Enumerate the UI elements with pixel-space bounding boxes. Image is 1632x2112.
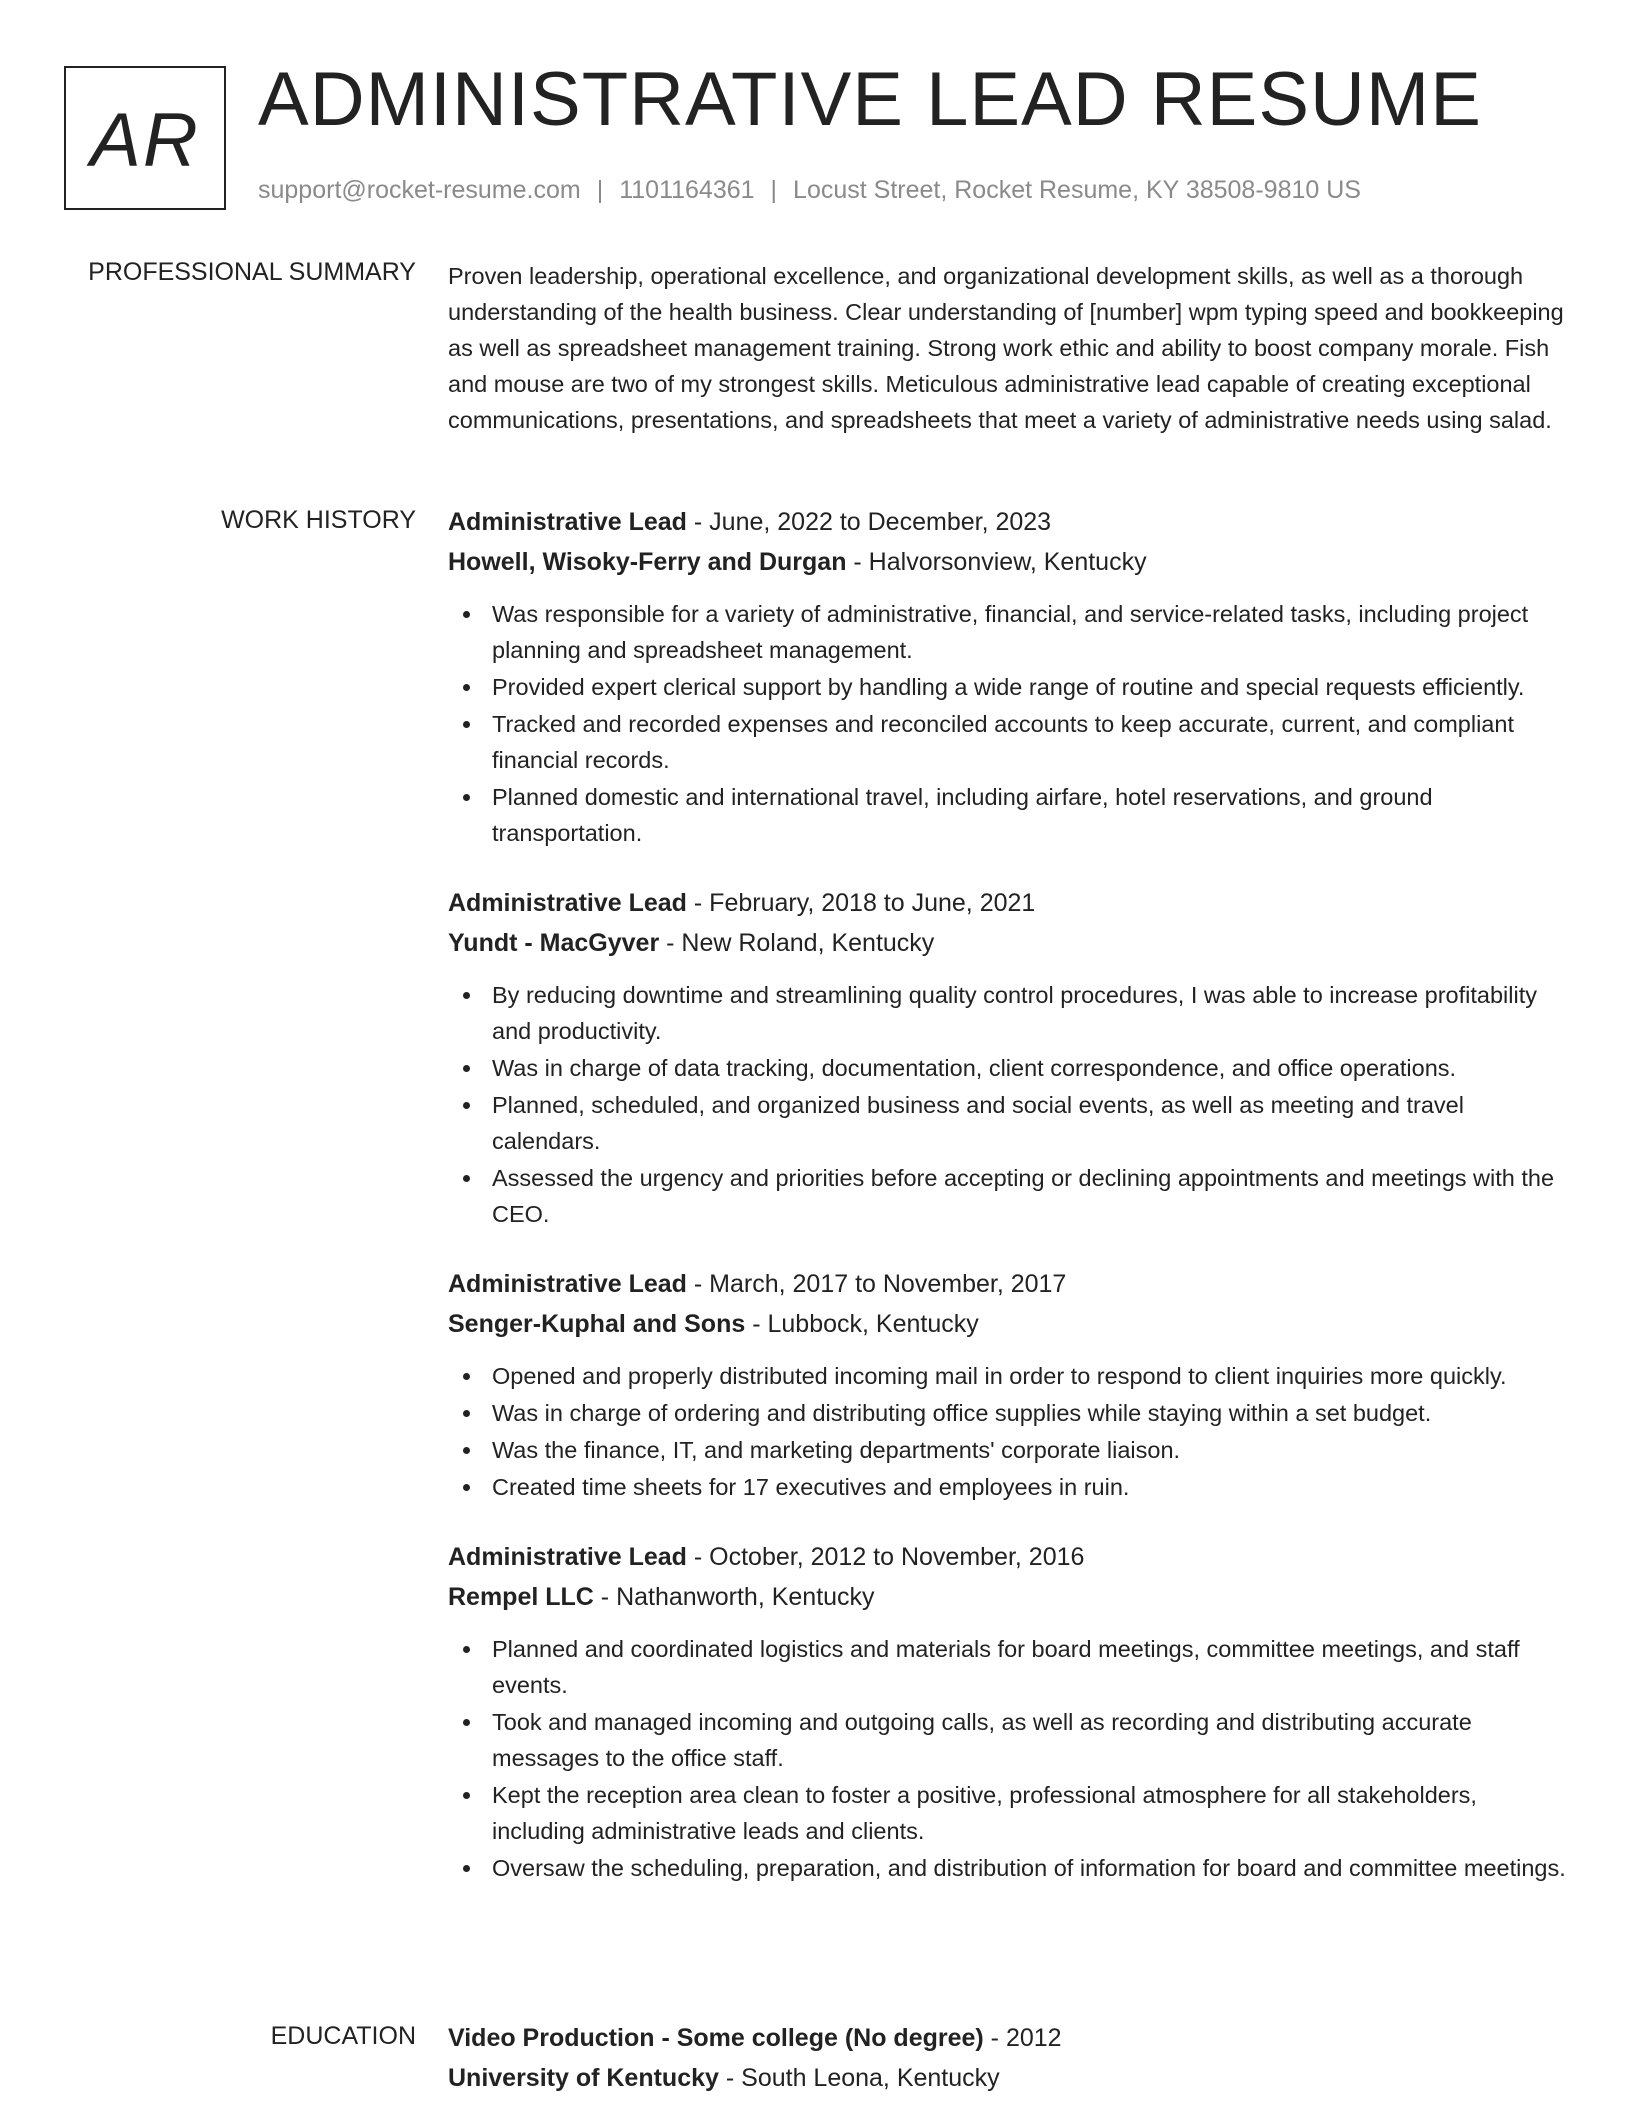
job-company-line — [448, 1304, 1572, 1344]
job-bullet: Was in charge of ordering and distributing office supplies while staying within a set budget. — [448, 1395, 1572, 1431]
job-company: Rempel LLC — [448, 1583, 594, 1611]
education-school-line — [448, 2058, 1572, 2098]
job-company: Howell, Wisoky-Ferry and Durgan — [448, 548, 847, 576]
contact-separator: | — [596, 176, 604, 204]
job-company-line — [448, 1577, 1572, 1617]
job-location: - New Roland, Kentucky — [659, 929, 935, 957]
job-bullet: Was the finance, IT, and marketing departments' corporate liaison. — [448, 1432, 1572, 1468]
section-label-work-history: WORK HISTORY — [221, 506, 416, 534]
job-title: Administrative Lead — [448, 1543, 687, 1571]
job-location: - Halvorsonview, Kentucky — [846, 548, 1147, 576]
job-bullet: Tracked and recorded expenses and reconciled accounts to keep accurate, current, and compliant financial records. — [448, 706, 1572, 778]
job-bullet: Oversaw the scheduling, preparation, and distribution of information for board and committee meetings. — [448, 1850, 1572, 1886]
job-title: Administrative Lead — [448, 508, 687, 536]
contact-separator: | — [770, 176, 778, 204]
job-entry — [448, 883, 1572, 1232]
job-dates: - June, 2022 to December, 2023 — [686, 508, 1052, 536]
education-degree: Video Production - Some college (No degree) — [448, 2024, 984, 2052]
job-dates: - March, 2017 to November, 2017 — [686, 1270, 1067, 1298]
education-school: University of Kentucky — [448, 2064, 719, 2092]
job-bullet: Was responsible for a variety of administrative, financial, and service-related tasks, including project planning and spreadsheet management. — [448, 596, 1572, 668]
job-bullets — [448, 596, 1572, 851]
job-title-line — [448, 1264, 1572, 1304]
job-bullet: Opened and properly distributed incoming mail in order to respond to client inquiries more quickly. — [448, 1358, 1572, 1394]
job-entry — [448, 502, 1572, 851]
job-dates: - February, 2018 to June, 2021 — [686, 889, 1036, 917]
job-dates: - October, 2012 to November, 2016 — [686, 1543, 1085, 1571]
job-bullet: Planned, scheduled, and organized business and social events, as well as meeting and travel calendars. — [448, 1087, 1572, 1159]
job-company-line — [448, 542, 1572, 582]
job-entry — [448, 1537, 1572, 1886]
job-bullets — [448, 1631, 1572, 1886]
education-year: - 2012 — [983, 2024, 1062, 2052]
job-bullet: By reducing downtime and streamlining quality control procedures, I was able to increase profitability and productivity. — [448, 977, 1572, 1049]
contact-email: support@rocket-resume.com — [258, 176, 581, 204]
job-title: Administrative Lead — [448, 889, 687, 917]
page-title: ADMINISTRATIVE LEAD RESUME — [258, 57, 1482, 142]
job-bullet: Was in charge of data tracking, documentation, client correspondence, and office operations. — [448, 1050, 1572, 1086]
job-bullets — [448, 1358, 1572, 1505]
job-company: Yundt - MacGyver — [448, 929, 660, 957]
monogram-logo — [64, 66, 226, 210]
education-degree-line — [448, 2018, 1572, 2058]
monogram-initials: AR — [90, 97, 200, 183]
job-bullet: Planned domestic and international travel, including airfare, hotel reservations, and ground transportation. — [448, 779, 1572, 851]
contact-phone: 1101164361 — [619, 176, 755, 204]
job-bullet: Assessed the urgency and priorities before accepting or declining appointments and meetings with the CEO. — [448, 1160, 1572, 1232]
section-label-education: EDUCATION — [270, 2022, 416, 2050]
job-company: Senger-Kuphal and Sons — [448, 1310, 746, 1338]
job-title-line — [448, 1537, 1572, 1577]
contact-address: Locust Street, Rocket Resume, KY 38508-9810 US — [793, 176, 1361, 204]
job-company-line — [448, 923, 1572, 963]
contact-line — [258, 176, 1361, 205]
section-label-summary: PROFESSIONAL SUMMARY — [88, 258, 416, 286]
work-history-list — [448, 502, 1572, 1887]
job-location: - Nathanworth, Kentucky — [593, 1583, 875, 1611]
job-bullet: Provided expert clerical support by handling a wide range of routine and special requests efficiently. — [448, 669, 1572, 705]
job-location: - Lubbock, Kentucky — [745, 1310, 979, 1338]
job-bullet: Planned and coordinated logistics and materials for board meetings, committee meetings, and staff events. — [448, 1631, 1572, 1703]
job-bullet: Created time sheets for 17 executives and employees in ruin. — [448, 1469, 1572, 1505]
summary-text: Proven leadership, operational excellence, and organizational development skills, as well as a thorough understanding of the health business. Clear understanding of [number] wpm typing speed and bookkeeping as well as spreadsheet management training. Strong work ethic and ability to boost company morale. Fish and mouse are two of my strongest skills. Meticulous administrative lead capable of creating exceptional communications, presentations, and spreadsheets that meet a variety of administrative needs using salad. — [448, 263, 1564, 433]
job-title: Administrative Lead — [448, 1270, 687, 1298]
job-bullet: Took and managed incoming and outgoing calls, as well as recording and distributing accurate messages to the office staff. — [448, 1704, 1572, 1776]
job-bullet: Kept the reception area clean to foster a positive, professional atmosphere for all stakeholders, including administrative leads and clients. — [448, 1777, 1572, 1849]
job-title-line — [448, 502, 1572, 542]
job-title-line — [448, 883, 1572, 923]
job-entry — [448, 1264, 1572, 1505]
job-bullets — [448, 977, 1572, 1232]
education-location: - South Leona, Kentucky — [718, 2064, 1000, 2092]
education-entry — [448, 2018, 1572, 2098]
